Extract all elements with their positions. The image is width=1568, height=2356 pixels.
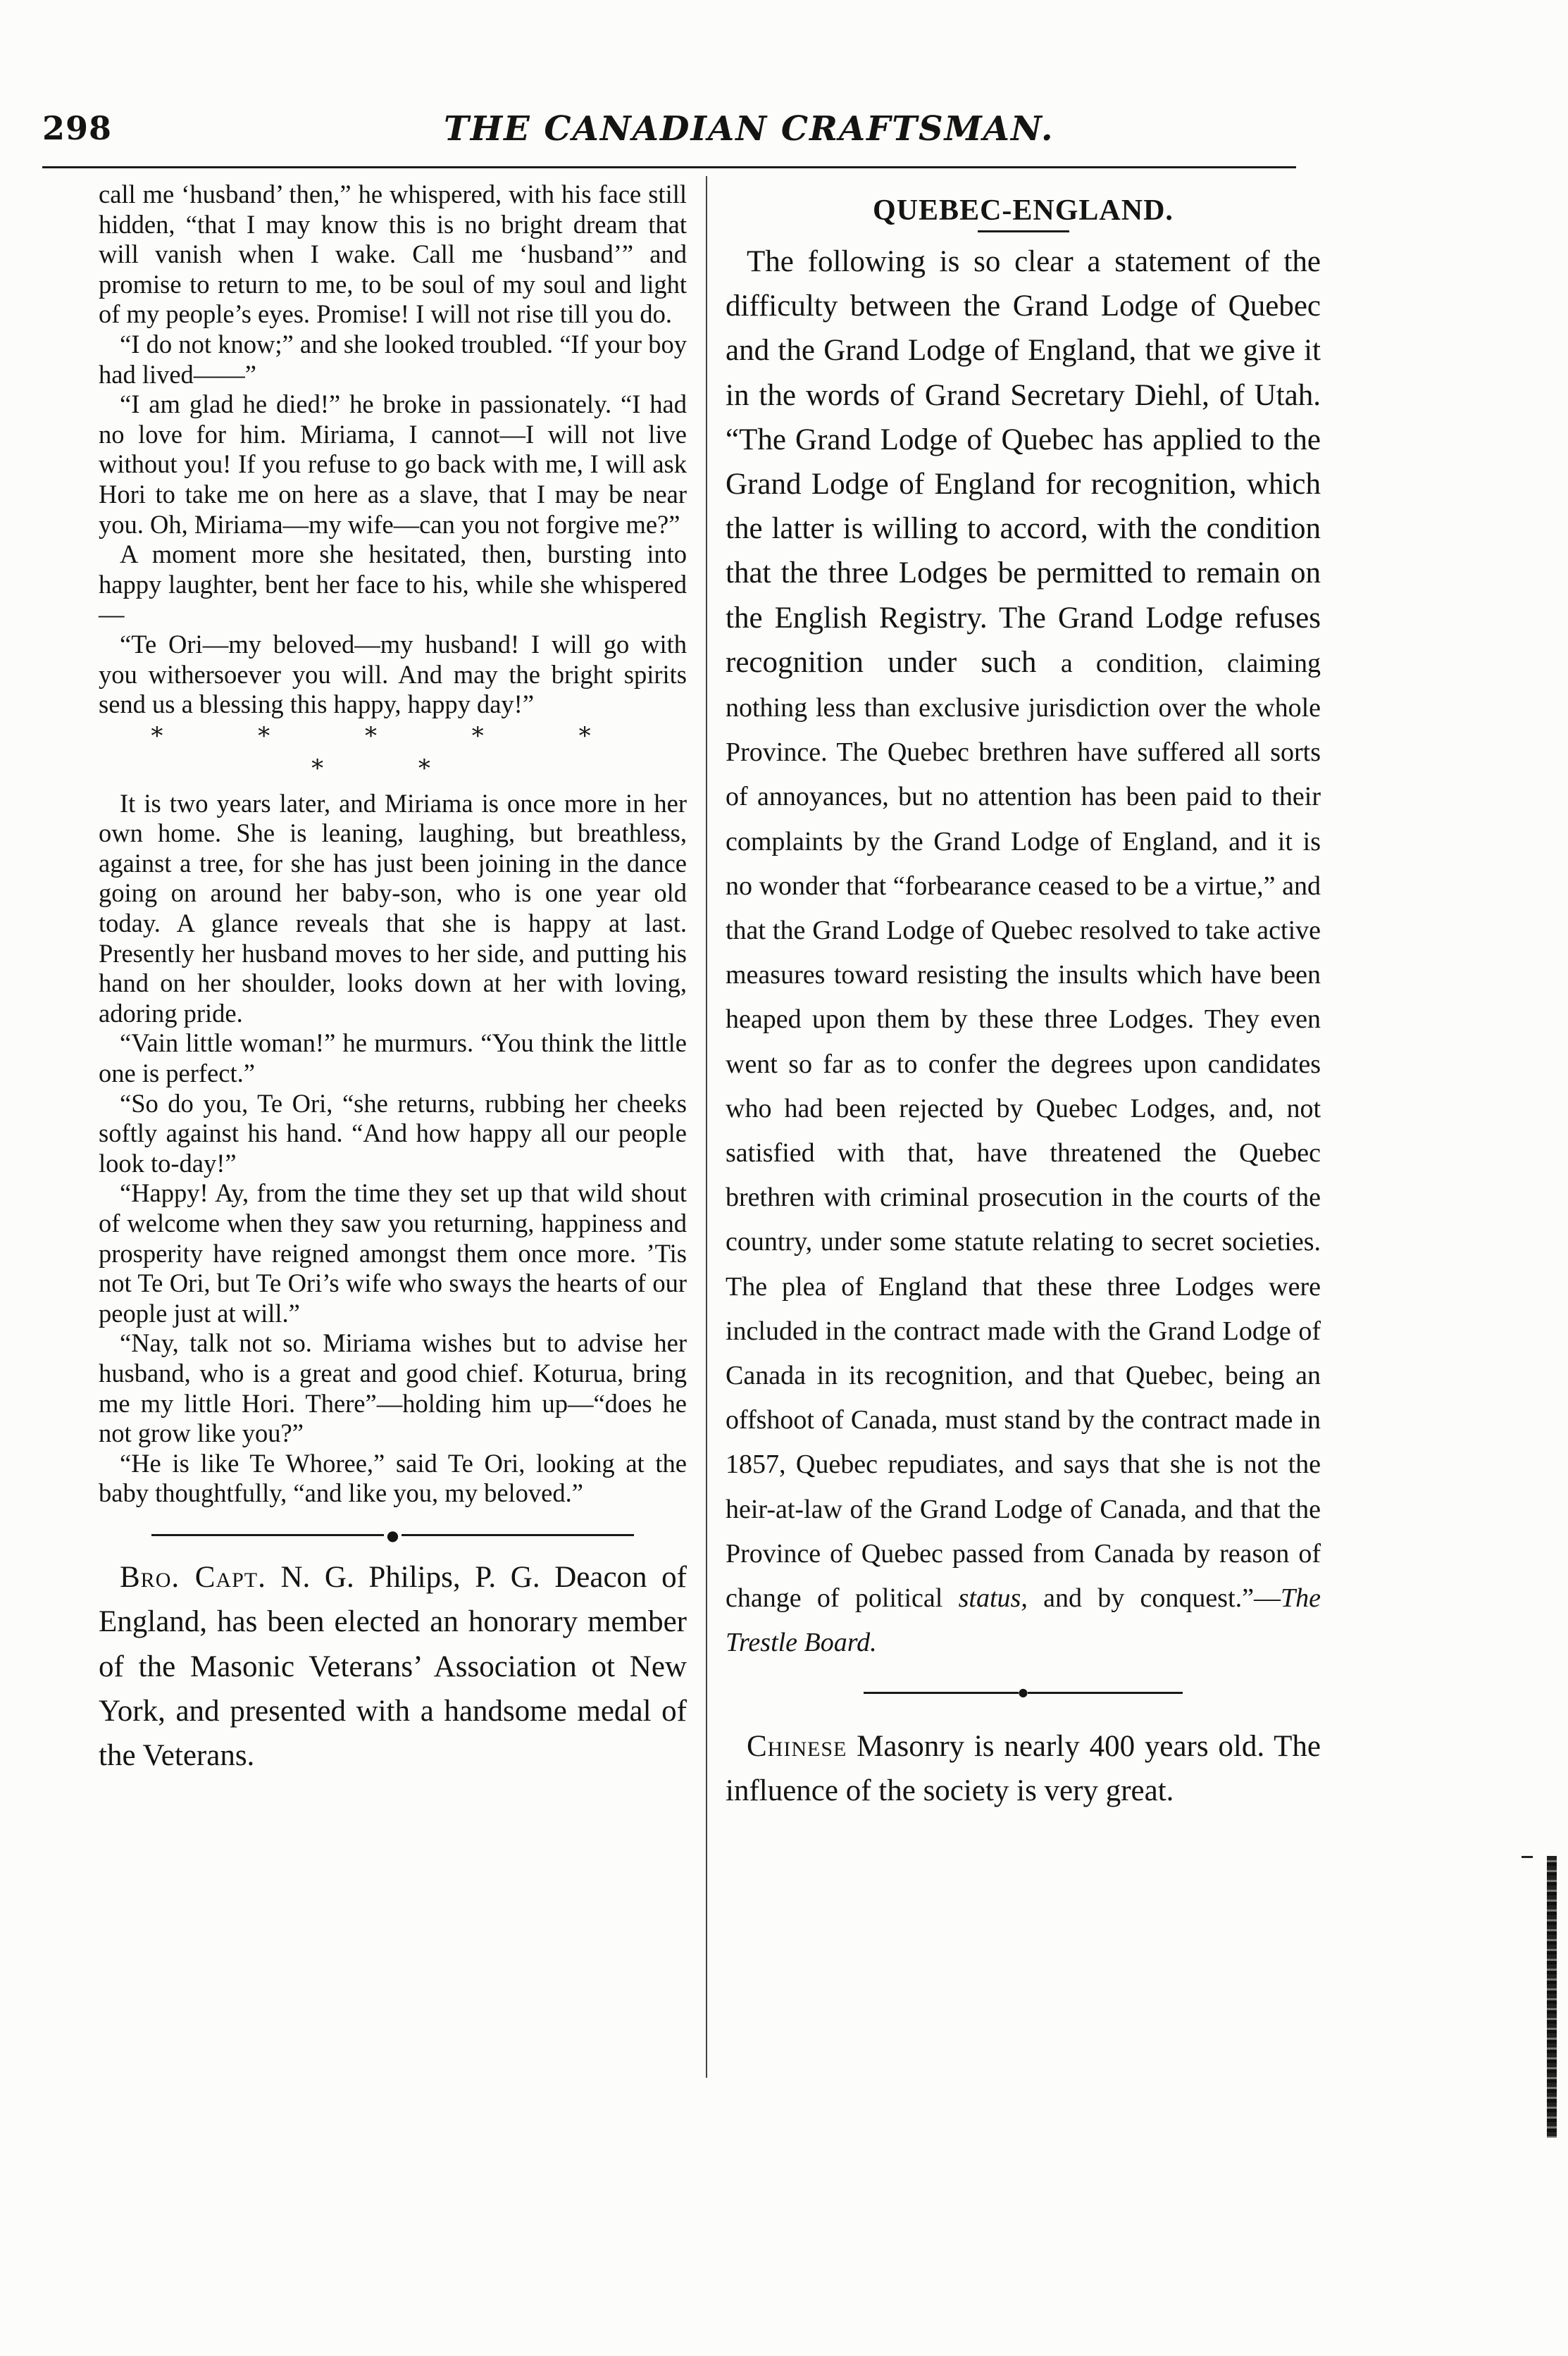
story-paragraph: It is two years later, and Miriama is once more in her own home. She is leaning, laughing, but breathless, against a tree, for she has just been joining in the dance going on around her baby-son, who is one year old today. A glance reveals that she is happy at last. Presently her husband moves to her side, and putting his hand on her shoulder, looks down at her with loving, adoring pride. (99, 788, 687, 1028)
rule-line (1028, 1692, 1183, 1694)
ornamental-rule (726, 1685, 1321, 1699)
status-word: status, (958, 1583, 1028, 1614)
rule-dot: ● (386, 1526, 399, 1544)
binding-edge-mark (1547, 1856, 1557, 2138)
notice-lead: Bro. Capt. (120, 1560, 266, 1594)
title-rule (978, 230, 1069, 232)
article-open: The following is so clear a statement of the difficulty between the Grand Lodge of Quebec and the Grand Lodge of England, that we give it in the words of Grand Secretary Diehl, of Utah. “The Grand Lodge of Quebec has applied to the Grand Lodge of England for recognition, which the latter is willing to accord, with the condition that the three Lodges be permitted to remain on the English Registry. The Grand Lodge refuses recognition under such (726, 245, 1321, 679)
article-tail: and by conquest.”— (1027, 1583, 1281, 1614)
header-rule (42, 166, 1296, 168)
right-column (726, 180, 1321, 1813)
article-title: QUEBEC-ENGLAND. (873, 194, 1174, 227)
story-paragraph: “Happy! Ay, from the time they set up that wild shout of welcome when they saw you returning, happiness and prosperity have reigned amongst them once more. ’Tis not Te Ori, but Te Ori’s wife who sways the hearts of our people just at will.” (99, 1178, 687, 1328)
running-title: THE CANADIAN CRAFTSMAN. (444, 109, 1054, 149)
column-divider (706, 176, 707, 2078)
rule-line (864, 1692, 1019, 1694)
section-break-stars: * * * * * * * (151, 721, 635, 783)
ornamental-rule (99, 1526, 687, 1544)
article-paragraph (726, 239, 1321, 1664)
left-column (99, 180, 687, 1778)
note-text: Masonry is nearly 400 years old. The influence of the society is very great. (726, 1729, 1321, 1807)
story-paragraph: “I do not know;” and she looked troubled. “If your boy had lived——” (99, 329, 687, 389)
masonry-note (726, 1724, 1321, 1814)
member-notice (99, 1555, 687, 1778)
note-paragraph (726, 1724, 1321, 1814)
story-paragraph: “He is like Te Whoree,” said Te Ori, looking at the baby thoughtfully, “and like you, my beloved.” (99, 1448, 687, 1508)
story-paragraph: “Vain little woman!” he murmurs. “You think the little one is perfect.” (99, 1028, 687, 1088)
binding-tick (1522, 1856, 1533, 1879)
notice-text: N. G. Philips, P. G. Deacon of England, has been elected an honorary member of the Masonic Veterans’ Association ot New York, and presented with a handsome medal of the Veterans. (99, 1560, 687, 1773)
notice-paragraph (99, 1555, 687, 1778)
article-tight: a condition, claiming nothing less than exclusive jurisdiction over the whole Province. The Quebec brethren have suffered all sorts of annoyances, but no attention has been paid to their complaints by the Grand Lodge of England, and it is no wonder that “forbearance ceased to be a virtue,” and that the Grand Lodge of Quebec resolved to take active measures toward resisting the insults which have been heaped upon them by these three Lodges. They even went so far as to confer the degrees upon candidates who had been rejected by Quebec Lodges, and, not satisfied with that, have threatened the Quebec brethren with criminal prosecution in the courts of the country, under some statute relating to secret societies. The plea of England that these three Lodges were included in the contract made with the Grand Lodge of Canada in its recognition, and that Quebec, being an offshoot of Canada, must stand by the contract made in 1857, Quebec repudiates, and says that she is not the heir-at-law of the Grand Lodge of Canada, and that the Province of Quebec passed from Canada by reason of change of political (726, 648, 1321, 1614)
page-header (42, 109, 1310, 158)
story-continuation (99, 180, 687, 720)
story-paragraph: “I am glad he died!” he broke in passionately. “I had no love for him. Miriama, I cannot—I will not live without you! If you refuse to go back with me, I will ask Hori to take me on here as a slave, that I may be near you. Oh, Miriama—my wife—can you not forgive me?” (99, 389, 687, 539)
story-paragraph: “So do you, Te Ori, “she returns, rubbing her cheeks softly against his hand. “And how happy all our people look to-day!” (99, 1088, 687, 1178)
rule-dot: ● (1018, 1685, 1028, 1699)
story-paragraph: call me ‘husband’ then,” he whispered, with his face still hidden, “that I may know this is no bright dream that will vanish when I wake. Call me ‘husband’” and promise to return to me, to be soul of my soul and light of my people’s eyes. Promise! I will not rise till you do. (99, 180, 687, 329)
story-paragraph: “Nay, talk not so. Miriama wishes but to advise her husband, who is a great and good chief. Koturua, bring me my little Hori. There”—holding him up—“does he not grow like you?” (99, 1328, 687, 1448)
story-paragraph: “Te Ori—my beloved—my husband! I will go with you withersoever you will. And may the bright spirits send us a blessing this happy, happy day!” (99, 629, 687, 719)
rule-line (151, 1534, 384, 1536)
note-lead: Chinese (747, 1729, 847, 1763)
page-number: 298 (42, 109, 113, 147)
story-epilogue (99, 789, 687, 1509)
rule-line (402, 1534, 634, 1536)
article-source: The Trestle Board. (726, 1583, 1321, 1658)
article-body (726, 239, 1321, 1664)
story-paragraph: A moment more she hesitated, then, bursting into happy laughter, bent her face to his, while she whispered— (99, 540, 687, 629)
